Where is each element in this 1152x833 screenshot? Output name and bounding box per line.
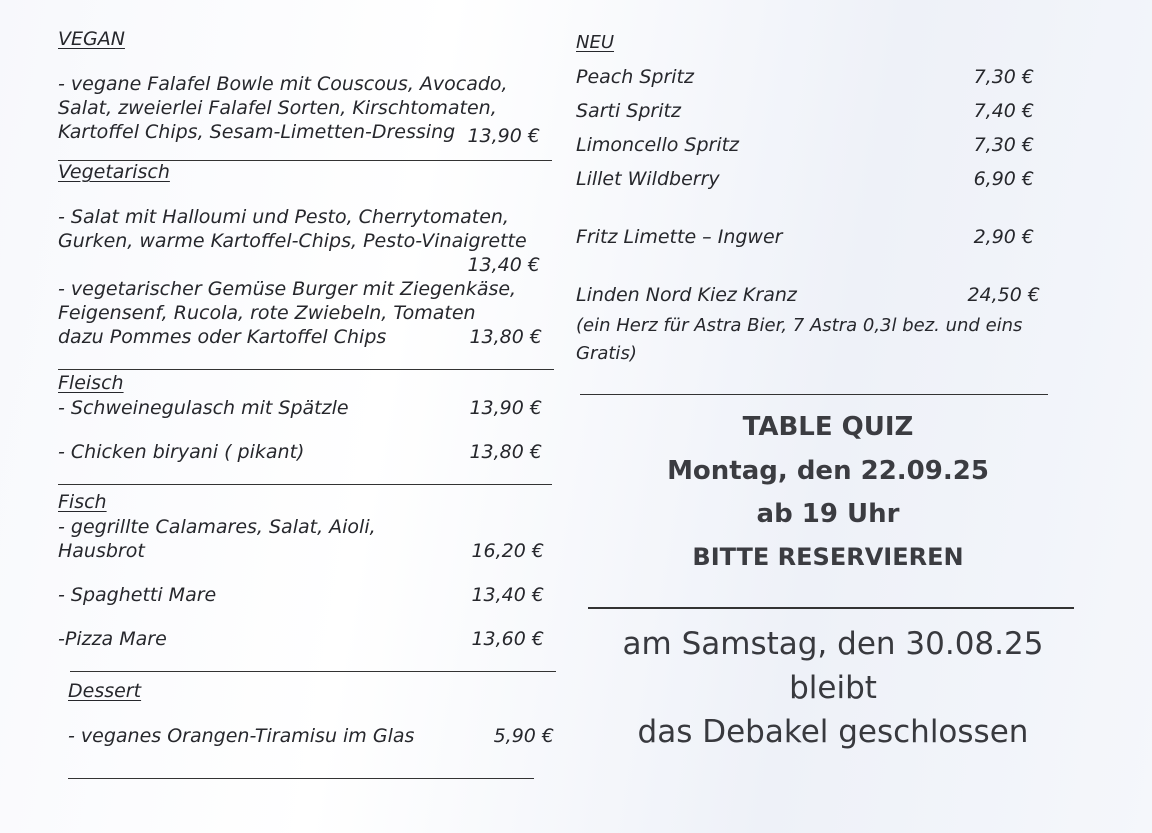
- drink-item: [576, 220, 1056, 254]
- menu-item-price: 13,40 €: [467, 254, 540, 276]
- right-column: [576, 30, 1056, 395]
- menu-item-text: - gegrillte Calamares, Salat, Aioli, Hausbrot: [58, 516, 376, 562]
- quiz-reservation-note: BITTE RESERVIEREN: [692, 543, 964, 571]
- menu-item: [58, 396, 558, 420]
- menu-item-text: - vegane Falafel Bowle mit Couscous, Avocado, Salat, zweierlei Falafel Sorten, Kirschtomaten, Kartoffel Chips, Sesam-Limetten-Dressing: [58, 73, 508, 143]
- menu-item: [58, 627, 558, 651]
- menu-item-text: - vegetarischer Gemüse Burger mit Ziegenkäse, Feigensenf, Rucola, rote Zwiebeln, Tomaten dazu Pommes oder Kartoffel Chips: [58, 278, 517, 348]
- section-heading-dessert: Dessert: [68, 680, 142, 702]
- drink-price: 7,40 €: [973, 100, 1034, 122]
- drink-item: [576, 128, 1056, 162]
- menu-item-price: 16,20 €: [471, 540, 544, 562]
- drink-name: Fritz Limette – Ingwer: [576, 226, 783, 248]
- menu-item-price: 13,90 €: [467, 125, 540, 147]
- menu-item: [58, 277, 558, 349]
- quiz-date: Montag, den 22.09.25: [667, 456, 989, 486]
- quiz-time: ab 19 Uhr: [756, 499, 900, 529]
- menu-item-text: - Chicken biryani ( pikant): [58, 441, 305, 463]
- section-divider: [580, 394, 1048, 395]
- menu-item-price: 13,60 €: [471, 628, 544, 650]
- drinks-list: [576, 60, 1056, 368]
- section-vegetarisch: [58, 159, 558, 370]
- menu-item: [68, 724, 558, 748]
- section-heading-vegetarisch: Vegetarisch: [58, 161, 170, 183]
- drink-item: [576, 278, 1056, 312]
- menu-item-price: 13,80 €: [469, 441, 542, 463]
- drink-name: Sarti Spritz: [576, 100, 681, 122]
- left-column: [58, 26, 558, 779]
- drink-price: 24,50 €: [967, 284, 1040, 306]
- section-dessert: [58, 678, 558, 779]
- menu-item-text: - Salat mit Halloumi und Pesto, Cherrytomaten, Gurken, warme Kartoffel-Chips, Pesto-Vinaigrette: [58, 206, 527, 252]
- drink-name: Lillet Wildberry: [576, 168, 720, 190]
- closure-notice: [576, 622, 1090, 754]
- menu-item-text: - veganes Orangen-Tiramisu im Glas: [68, 725, 415, 747]
- menu-item-price: 13,40 €: [471, 584, 544, 606]
- menu-item-price: 13,90 €: [469, 397, 542, 419]
- section-vegan: [58, 26, 558, 161]
- drink-item: [576, 94, 1056, 128]
- menu-item-text: - Schweinegulasch mit Spätzle: [58, 397, 349, 419]
- quiz-title: TABLE QUIZ: [742, 412, 914, 442]
- drink-item: [576, 60, 1056, 94]
- section-heading-vegan: VEGAN: [58, 28, 125, 50]
- section-fleisch: [58, 370, 558, 485]
- drink-name: Limoncello Spritz: [576, 134, 740, 156]
- drink-price: 6,90 €: [973, 168, 1034, 190]
- menu-item-price: 5,90 €: [493, 725, 554, 747]
- closure-notice-line: das Debakel geschlossen: [637, 714, 1029, 750]
- menu-item: [58, 583, 558, 607]
- drink-price: 2,90 €: [973, 226, 1034, 248]
- drink-name: Peach Spritz: [576, 66, 694, 88]
- section-heading-fleisch: Fleisch: [58, 372, 124, 394]
- menu-item: [58, 515, 558, 563]
- section-heading-neu: NEU: [576, 32, 615, 53]
- menu-item-text: -Pizza Mare: [58, 628, 167, 650]
- menu-item: [58, 205, 558, 277]
- menu-item-text: - Spaghetti Mare: [58, 584, 217, 606]
- section-divider: [68, 778, 534, 779]
- drink-price: 7,30 €: [973, 66, 1034, 88]
- section-divider: [58, 484, 552, 485]
- drink-note: (ein Herz für Astra Bier, 7 Astra 0,3l bez. und eins Gratis): [576, 315, 1023, 364]
- section-fisch: [58, 489, 558, 672]
- section-heading-fisch: Fisch: [58, 491, 107, 513]
- menu-item: [58, 440, 558, 464]
- drink-item: [576, 162, 1056, 196]
- table-quiz-announcement: [578, 406, 1078, 580]
- section-divider: [588, 607, 1074, 609]
- closure-notice-line: am Samstag, den 30.08.25 bleibt: [622, 626, 1044, 706]
- drink-price: 7,30 €: [973, 134, 1034, 156]
- menu-item-price: 13,80 €: [469, 326, 542, 348]
- section-divider: [70, 671, 556, 672]
- drink-name: Linden Nord Kiez Kranz: [576, 284, 797, 306]
- menu-item: [58, 72, 558, 148]
